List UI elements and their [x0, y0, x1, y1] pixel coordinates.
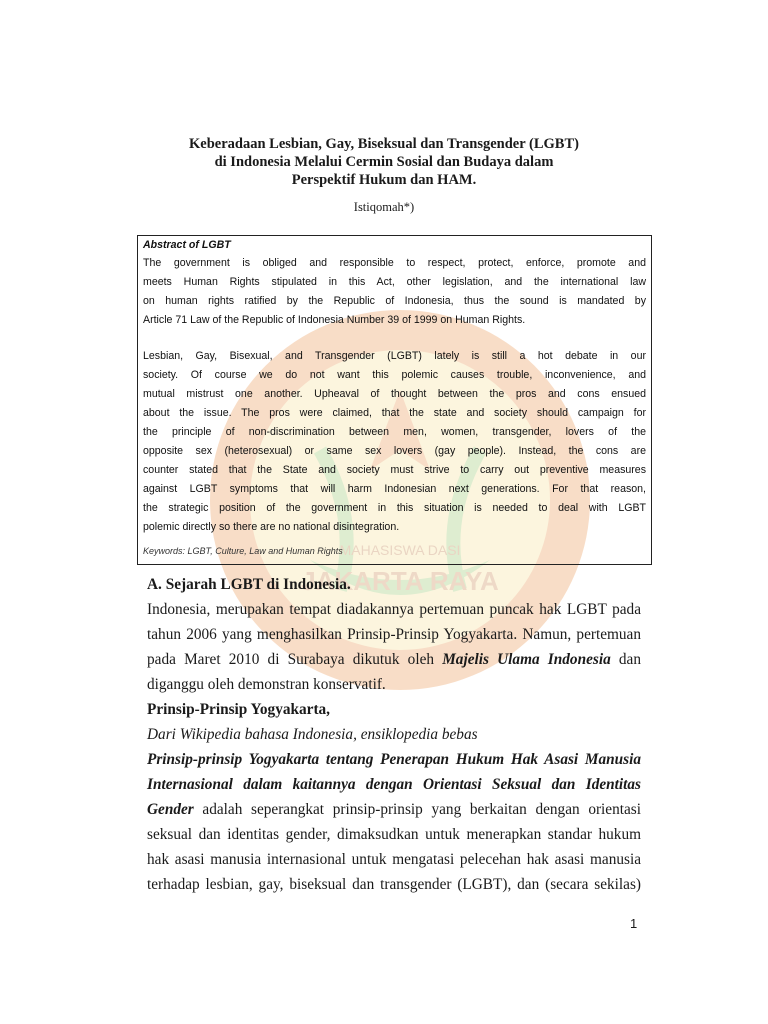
text-segment: pada Maret 2010 di Surabaya dikutuk oleh: [147, 651, 443, 668]
abstract-box: [137, 235, 652, 565]
body-line: Internasional dalam kaitannya dengan Orientasi Seksual dan Identitas: [147, 776, 641, 793]
source-line: Dari Wikipedia bahasa Indonesia, ensiklopedia bebas: [147, 726, 478, 743]
abstract-line: the principle of non-discrimination between men, women, transgender, lovers of the: [143, 426, 646, 438]
author: Istiqomah*): [353, 200, 415, 214]
abstract-line: polemic directly so there are no national disintegration.: [143, 521, 400, 533]
body-line: hak asasi manusia internasional untuk mengatasi pelecehan hak asasi manusia: [147, 851, 641, 868]
abstract-keywords: Keywords: LGBT, Culture, Law and Human Rights: [143, 546, 343, 556]
subheading: Prinsip-Prinsip Yogyakarta,: [147, 701, 331, 718]
text-segment: adalah seperangkat prinsip-prinsip yang berkaitan dengan orientasi: [193, 801, 641, 818]
body-line: [147, 797, 641, 822]
abstract-line: The government is obliged and responsible to respect, protect, enforce, promote and: [143, 257, 646, 269]
emphasis-text: Gender: [147, 801, 194, 818]
title-line: Keberadaan Lesbian, Gay, Biseksual dan Transgender (LGBT): [189, 136, 579, 152]
abstract-line: mutual mistrust one another. Upheaval of thought between the pros and cons ensued: [143, 388, 646, 400]
abstract-line: the strategic position of the government in this situation is needed to deal with LGBT: [143, 502, 646, 514]
text-segment: dan: [610, 651, 641, 668]
body-line: Indonesia, merupakan tempat diadakannya pertemuan puncak hak LGBT pada: [147, 601, 641, 618]
body-line: seksual dan identitas gender, dimaksudkan untuk menerapkan standar hukum: [147, 826, 641, 843]
body-line: [147, 647, 641, 672]
page-number: 1: [630, 916, 638, 931]
document-title: [0, 135, 768, 189]
title-line: di Indonesia Melalui Cermin Sosial dan Budaya dalam: [214, 154, 554, 170]
body-line: Prinsip-prinsip Yogyakarta tentang Penerapan Hukum Hak Asasi Manusia: [147, 751, 641, 768]
abstract-line: society. Of course we do not want this polemic causes trouble, inconvenience, and: [143, 369, 646, 381]
emphasis-text: Majelis Ulama Indonesia: [442, 651, 611, 668]
abstract-line: on human rights ratified by the Republic of Indonesia, thus the sound is mandated by: [143, 295, 646, 307]
body-line: terhadap lesbian, gay, biseksual dan transgender (LGBT), dan (secara sekilas): [147, 876, 641, 893]
abstract-line: meets Human Rights stipulated in this Act, other legislation, and the international law: [143, 276, 646, 288]
seal-bottom-text: JAKARTA RAYA: [301, 566, 499, 596]
abstract-line: Article 71 Law of the Republic of Indonesia Number 39 of 1999 on Human Rights.: [143, 314, 526, 326]
abstract-line: Lesbian, Gay, Bisexual, and Transgender (LGBT) lately is still a hot debate in our: [143, 350, 646, 362]
abstract-line: opposite sex (heterosexual) or same sex lovers (gay people). Instead, the cons are: [143, 445, 646, 457]
body-line: tahun 2006 yang menghasilkan Prinsip-Prinsip Yogyakarta. Namun, pertemuan: [147, 626, 641, 643]
abstract-line: about the issue. The pros were claimed, that the state and society should campaign for: [143, 407, 646, 419]
seal-top-text: MAHASISWA DASI: [339, 542, 461, 558]
abstract-line: counter stated that the State and society must strive to carry out preventive measures: [143, 464, 646, 476]
section-heading: A. Sejarah LGBT di Indonesia.: [147, 576, 351, 593]
abstract-heading: Abstract of LGBT: [143, 239, 231, 251]
abstract-line: against LGBT symptoms that will harm Indonesian next generations. For that reason,: [143, 483, 646, 495]
body-line: diganggu oleh demonstran konservatif.: [147, 676, 386, 693]
title-line: Perspektif Hukum dan HAM.: [291, 172, 477, 188]
